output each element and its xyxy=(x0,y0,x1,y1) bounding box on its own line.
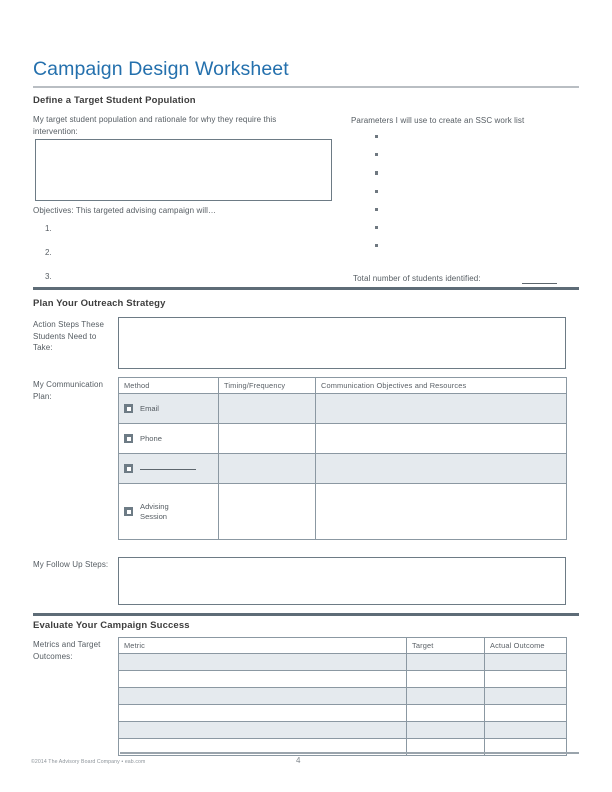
objective-item-3[interactable]: 3. xyxy=(45,272,52,281)
metric-cell[interactable] xyxy=(119,722,407,739)
target-cell[interactable] xyxy=(407,705,485,722)
bullet-square-icon xyxy=(375,190,378,193)
footer-copyright: ©2014 The Advisory Board Company • eab.com xyxy=(31,759,146,765)
column-header-method: Method xyxy=(119,378,219,394)
metric-cell[interactable] xyxy=(119,654,407,671)
table-header-row xyxy=(119,638,567,654)
column-header-target: Target xyxy=(407,638,485,654)
metrics-table xyxy=(118,637,567,756)
checkbox-advising-session-icon[interactable] xyxy=(124,507,133,516)
timing-cell-phone[interactable] xyxy=(219,424,316,454)
column-header-metric: Metric xyxy=(119,638,407,654)
target-cell[interactable] xyxy=(407,688,485,705)
column-header-timing: Timing/Frequency xyxy=(219,378,316,394)
parameter-bullet-3[interactable] xyxy=(372,166,572,184)
table-row xyxy=(119,722,567,739)
follow-up-textbox[interactable] xyxy=(118,557,566,605)
section-heading-define-population: Define a Target Student Population xyxy=(33,95,196,106)
page-title: Campaign Design Worksheet xyxy=(33,58,289,80)
column-header-actual-outcome: Actual Outcome xyxy=(485,638,567,654)
table-row xyxy=(119,394,567,424)
section2-divider xyxy=(33,613,579,616)
metric-cell[interactable] xyxy=(119,671,407,688)
action-steps-textbox[interactable] xyxy=(118,317,566,369)
target-population-prompt: My target student population and rationale for why they require this intervention: xyxy=(33,115,277,136)
footer-page-number: 4 xyxy=(296,756,301,765)
target-cell[interactable] xyxy=(407,671,485,688)
table-header-row xyxy=(119,378,567,394)
title-divider xyxy=(33,86,579,88)
metric-cell[interactable] xyxy=(119,688,407,705)
objectives-cell-custom[interactable] xyxy=(316,454,567,484)
communication-plan-label: My Communication Plan: xyxy=(33,380,104,401)
method-cell-email[interactable] xyxy=(119,394,219,424)
parameters-label: Parameters I will use to create an SSC work list xyxy=(351,116,525,125)
section1-divider xyxy=(33,287,579,290)
section-heading-outreach-strategy: Plan Your Outreach Strategy xyxy=(33,298,166,309)
parameter-bullet-6[interactable] xyxy=(372,221,572,239)
parameters-bullet-list xyxy=(372,130,572,257)
section-heading-evaluate-success: Evaluate Your Campaign Success xyxy=(33,620,190,631)
method-cell-advising-session[interactable] xyxy=(119,484,219,540)
objectives-cell-advising-session[interactable] xyxy=(316,484,567,540)
action-steps-label: Action Steps These Students Need to Take: xyxy=(33,320,105,352)
parameter-bullet-7[interactable] xyxy=(372,239,572,257)
target-cell[interactable] xyxy=(407,654,485,671)
objective-item-2[interactable]: 2. xyxy=(45,248,52,257)
total-students-label: Total number of students identified: xyxy=(353,274,481,283)
objectives-label: Objectives: This targeted advising campaign will… xyxy=(33,206,217,215)
target-cell[interactable] xyxy=(407,722,485,739)
metric-cell[interactable] xyxy=(119,705,407,722)
bullet-square-icon xyxy=(375,135,378,138)
objectives-cell-email[interactable] xyxy=(316,394,567,424)
target-population-textbox[interactable] xyxy=(35,139,332,201)
actual-outcome-cell[interactable] xyxy=(485,688,567,705)
total-students-input[interactable] xyxy=(522,282,557,284)
objectives-cell-phone[interactable] xyxy=(316,424,567,454)
table-row xyxy=(119,671,567,688)
method-blank-line-input[interactable] xyxy=(140,468,196,470)
timing-cell-advising-session[interactable] xyxy=(219,484,316,540)
actual-outcome-cell[interactable] xyxy=(485,705,567,722)
bullet-square-icon xyxy=(375,153,378,156)
bullet-square-icon xyxy=(375,244,378,247)
parameter-bullet-2[interactable] xyxy=(372,148,572,166)
parameter-bullet-5[interactable] xyxy=(372,203,572,221)
method-cell-phone[interactable] xyxy=(119,424,219,454)
actual-outcome-cell[interactable] xyxy=(485,671,567,688)
checkbox-custom-icon[interactable] xyxy=(124,464,133,473)
column-header-objectives: Communication Objectives and Resources xyxy=(316,378,567,394)
table-row xyxy=(119,484,567,540)
table-row xyxy=(119,688,567,705)
method-label-advising-session: Advising Session xyxy=(140,501,169,521)
parameter-bullet-1[interactable] xyxy=(372,130,572,148)
objective-item-1[interactable]: 1. xyxy=(45,224,52,233)
checkbox-phone-icon[interactable] xyxy=(124,434,133,443)
footer-divider xyxy=(120,752,579,754)
bullet-square-icon xyxy=(375,171,378,174)
bullet-square-icon xyxy=(375,208,378,211)
follow-up-label: My Follow Up Steps: xyxy=(33,560,109,569)
bullet-square-icon xyxy=(375,226,378,229)
table-row xyxy=(119,424,567,454)
method-label-phone: Phone xyxy=(140,433,162,443)
method-cell-custom[interactable] xyxy=(119,454,219,484)
timing-cell-email[interactable] xyxy=(219,394,316,424)
timing-cell-custom[interactable] xyxy=(219,454,316,484)
checkbox-email-icon[interactable] xyxy=(124,404,133,413)
metrics-outcomes-label: Metrics and Target Outcomes: xyxy=(33,640,101,661)
method-label-email: Email xyxy=(140,403,159,413)
table-row xyxy=(119,705,567,722)
table-row xyxy=(119,654,567,671)
parameter-bullet-4[interactable] xyxy=(372,185,572,203)
actual-outcome-cell[interactable] xyxy=(485,654,567,671)
communication-plan-table xyxy=(118,377,567,540)
table-row xyxy=(119,454,567,484)
actual-outcome-cell[interactable] xyxy=(485,722,567,739)
